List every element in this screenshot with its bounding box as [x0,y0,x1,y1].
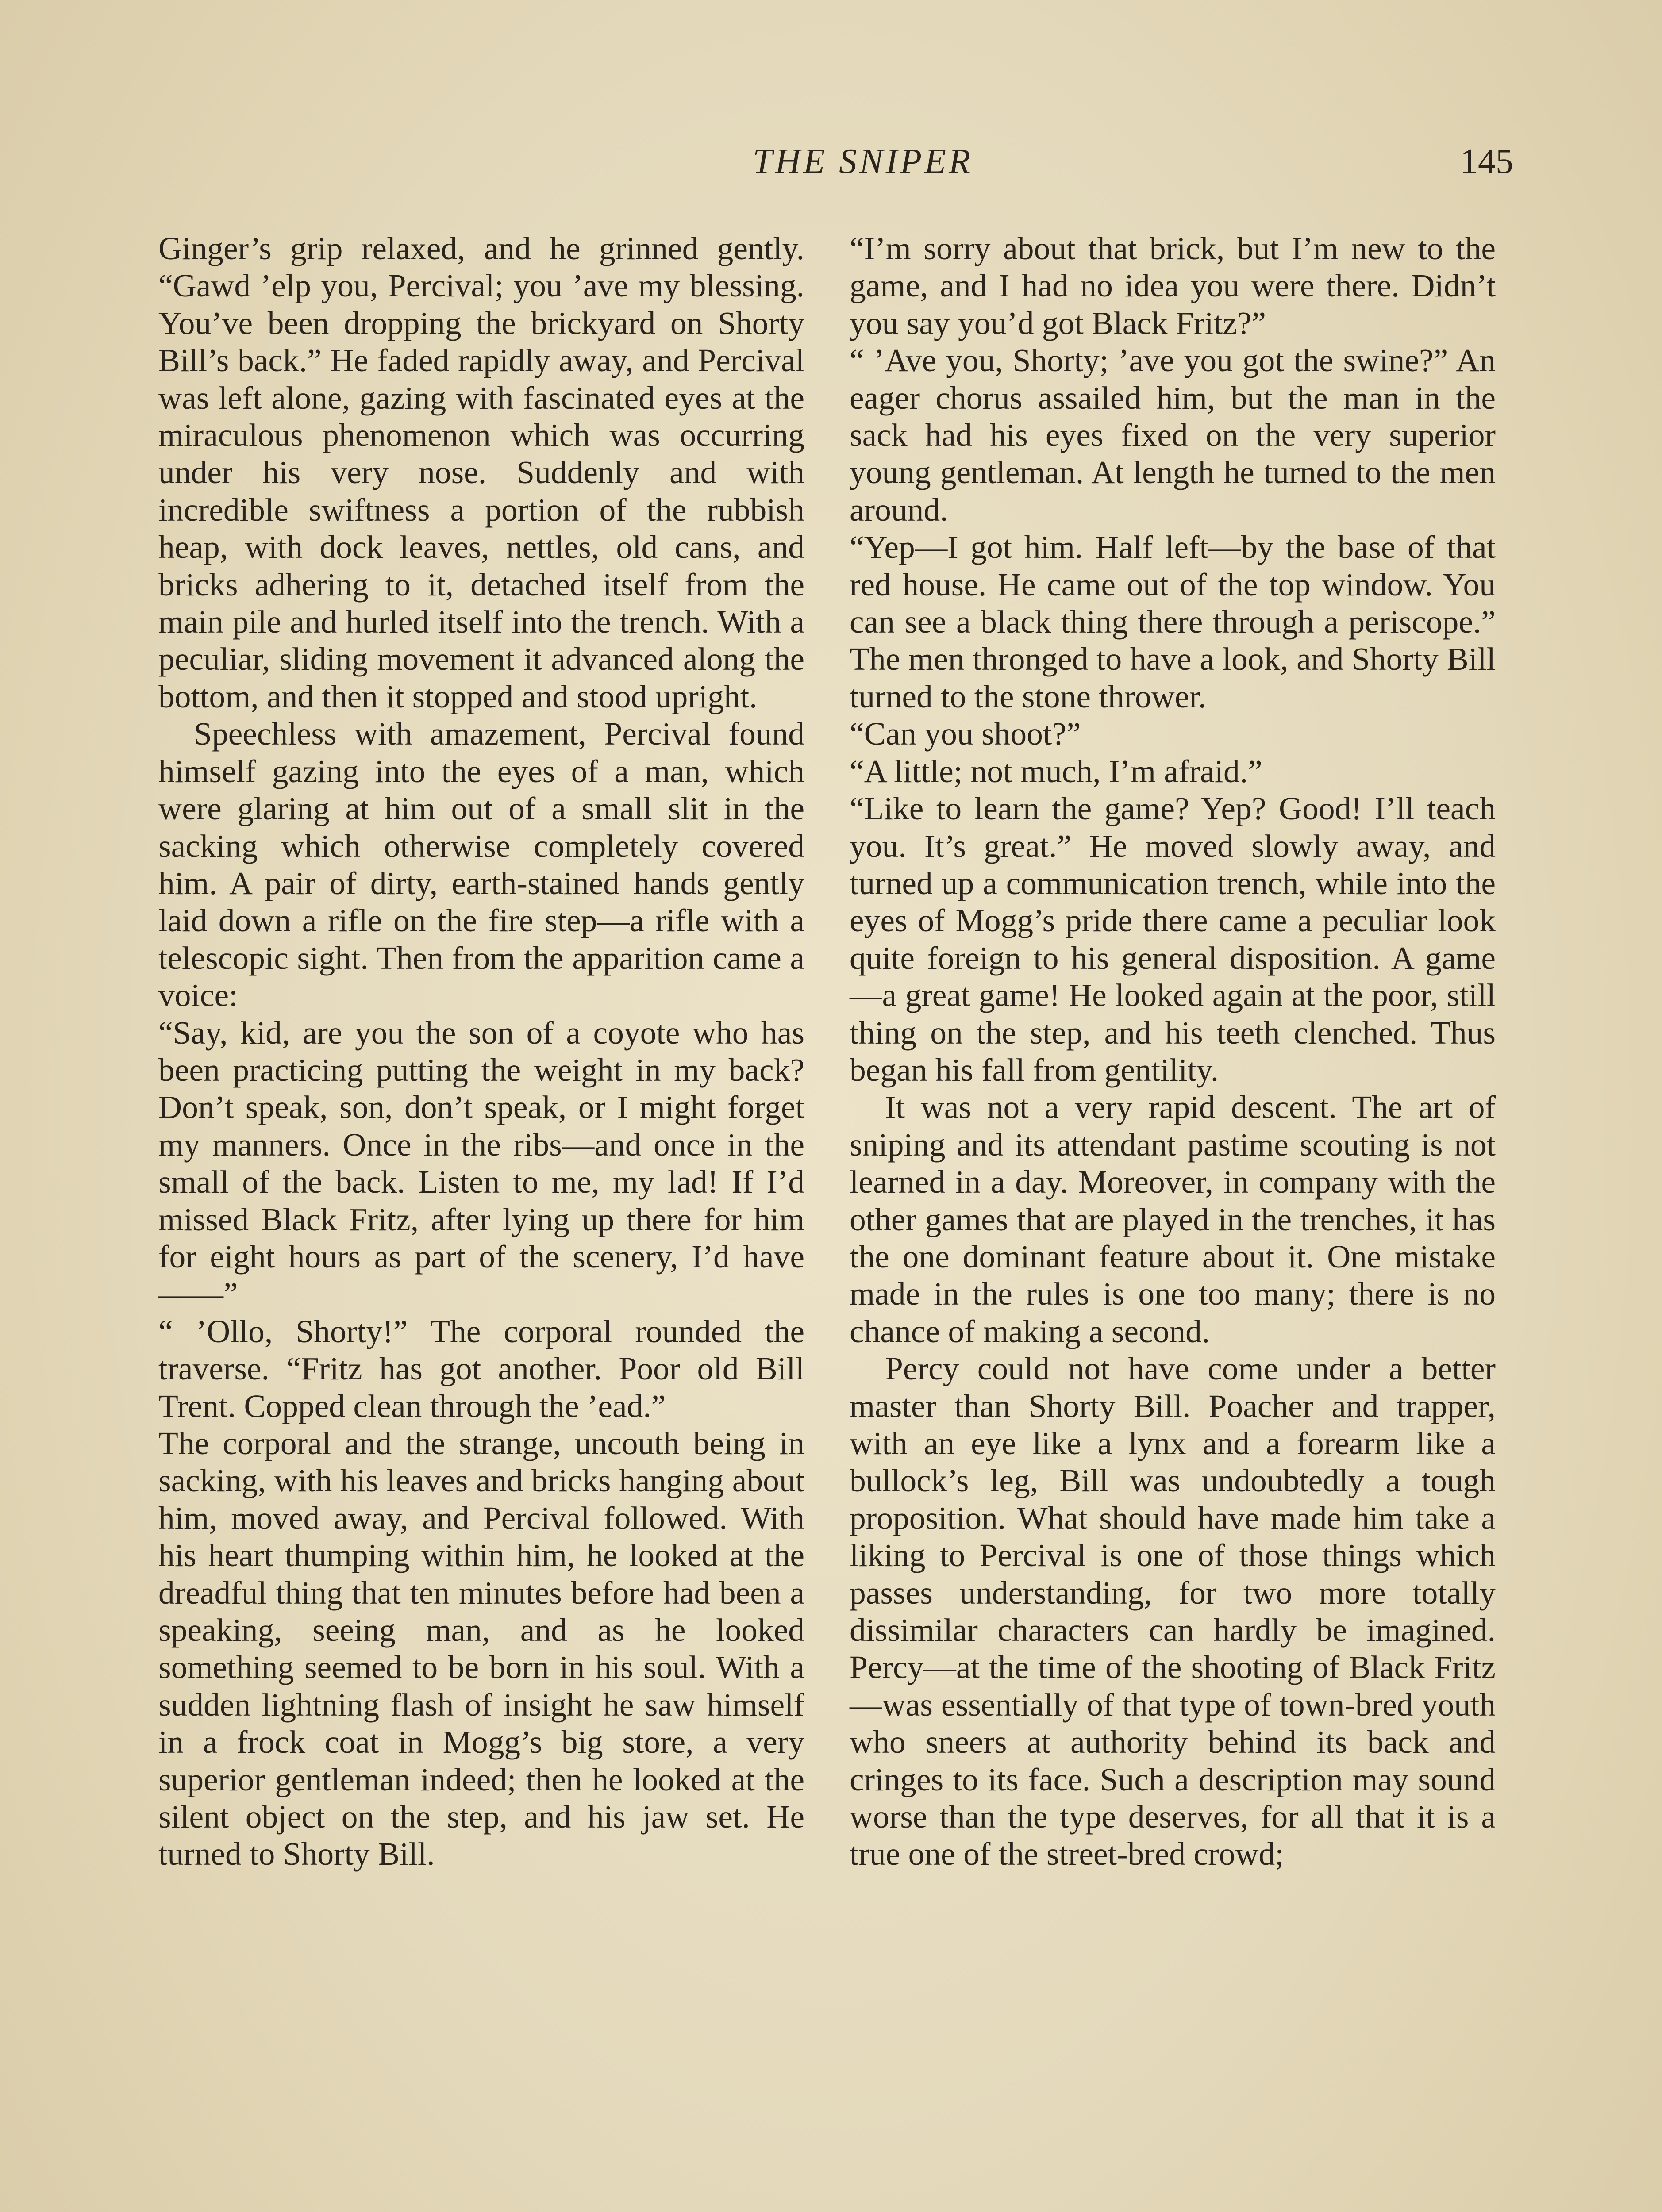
paragraph: “Can you shoot?” [850,716,1081,752]
paragraph: Speechless with amazement, Percival found himself gazing into the eyes of a man, which were glaring at him out of a small slit in the sacking which otherwise completely covered him. A pair of dirty, earth-stained hands gently laid down a rifle on the fire step—a rifle with a telescopic sight. Then from the apparition came a voice: [158,716,804,1014]
right-text-column [850,230,1496,1873]
left-text-column [158,230,804,1873]
paragraph: The corporal and the strange, uncouth being in sacking, with his leaves and bricks hanging about him, moved away, and Percival followed. With his heart thumping within him, he looked at the dreadful thing that ten minutes before had been a speaking, seeing man, and as he looked something seemed to be born in his soul. With a sudden lightning flash of insight he saw himself in a frock coat in Mogg’s big store, a very superior gentleman indeed; then he looked at the silent object on the step, and his jaw set. He turned to Shorty Bill. [158,1425,804,1872]
paragraph: “I’m sorry about that brick, but I’m new to the game, and I had no idea you were there. Didn’t you say you’d got Black Fritz?” [850,230,1496,341]
paragraph: “ ’Ollo, Shorty!” The corporal rounded the traverse. “Fritz has got another. Poor old Bill Trent. Copped clean through the ’ead.” [158,1313,804,1424]
running-head-title: THE SNIPER [753,142,973,181]
paragraph: “Yep—I got him. Half left—by the base of that red house. He came out of the top window. You can see a black thing there through a periscope.” The men thronged to have a look, and Shorty Bill turned to the stone thrower. [850,529,1496,714]
paragraph: Ginger’s grip relaxed, and he grinned gently. “Gawd ’elp you, Percival; you ’ave my blessing. You’ve been dropping the brickyard on Shorty Bill’s back.” He faded rapidly away, and Percival was left alone, gazing with fascinated eyes at the miraculous phenomenon which was occurring under his very nose. Suddenly and with incredible swiftness a portion of the rubbish heap, with dock leaves, nettles, old cans, and bricks adhering to it, detached itself from the main pile and hurled itself into the trench. With a peculiar, sliding movement it advanced along the bottom, and then it stopped and stood upright. [158,230,804,714]
page-number: 145 [1460,142,1513,181]
paragraph: It was not a very rapid descent. The art of sniping and its attendant pastime scouting is not learned in a day. Moreover, in company with the other games that are played in the trenches, it has the one dominant feature about it. One mistake made in the rules is one too many; there is no chance of making a second. [850,1089,1496,1349]
paragraph: Percy could not have come under a better master than Shorty Bill. Poacher and trapper, with an eye like a lynx and a forearm like a bullock’s leg, Bill was undoubtedly a tough proposition. What should have made him take a liking to Percival is one of those things which passes understanding, for two more totally dissimilar characters can hardly be imagined. Percy—at the time of the shooting of Black Fritz—was essentially of that type of town-bred youth who sneers at authority behind its back and cringes to its face. Such a description may sound worse than the type deserves, for all that it is a true one of the street-bred crowd; [850,1351,1496,1872]
paragraph: “ ’Ave you, Shorty; ’ave you got the swine?” An eager chorus assailed him, but the man in the sack had his eyes fixed on the very superior young gentleman. At length he turned to the men around. [850,342,1496,528]
paragraph: “Say, kid, are you the son of a coyote who has been practicing putting the weight in my back? Don’t speak, son, don’t speak, or I might forget my manners. Once in the ribs—and once in the small of the back. Listen to me, my lad! If I’d missed Black Fritz, after lying up there for him for eight hours as part of the scenery, I’d have ——” [158,1014,804,1312]
paragraph: “A little; not much, I’m afraid.” [850,753,1262,789]
paragraph: “Like to learn the game? Yep? Good! I’ll teach you. It’s great.” He moved slowly away, and turned up a communication trench, while into the eyes of Mogg’s pride there came a peculiar look quite foreign to his general disposition. A game—a great game! He looked again at the poor, still thing on the step, and his teeth clenched. Thus began his fall from gentility. [850,791,1496,1088]
